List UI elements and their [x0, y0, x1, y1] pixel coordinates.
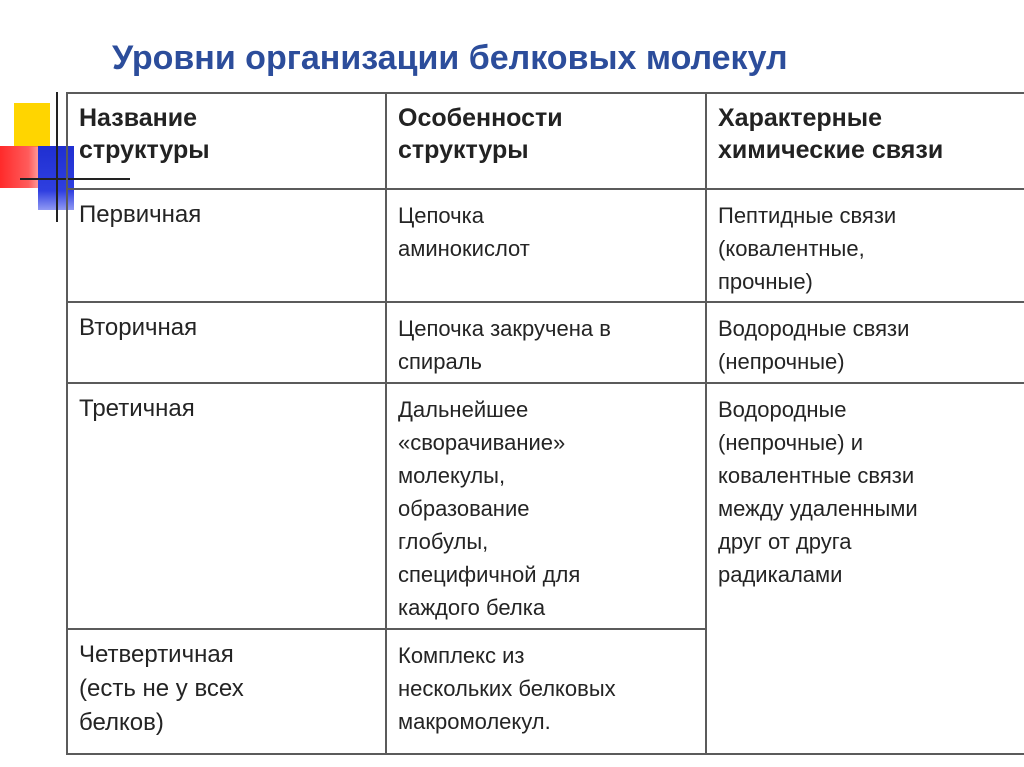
protein-structure-table [66, 92, 1024, 755]
header-structure-features-text: Особенности структуры [398, 104, 563, 164]
header-structure-name [67, 93, 386, 189]
table-row-secondary [67, 302, 1024, 383]
cell-name-tertiary [67, 383, 386, 629]
header-structure-features [386, 93, 706, 189]
decorative-vertical-line [56, 92, 58, 222]
cell-features-primary-text: Цепочка аминокислот [398, 203, 530, 261]
cell-bonds-secondary [706, 302, 1024, 383]
table-row-tertiary [67, 383, 1024, 629]
cell-features-secondary-text: Цепочка закручена в спираль [398, 316, 611, 374]
cell-features-tertiary-text: Дальнейшее «сворачивание» молекулы, образование глобулы, специфичной для каждого белка [398, 397, 581, 620]
cell-bonds-primary [706, 189, 1024, 302]
table-header [67, 93, 1024, 189]
cell-name-primary [67, 189, 386, 302]
protein-structure-table-wrapper [66, 92, 961, 753]
cell-features-tertiary [386, 383, 706, 629]
cell-bonds-primary-text: Пептидные связи (ковалентные, прочные) [718, 203, 897, 294]
cell-name-quaternary [67, 629, 386, 754]
cell-features-primary [386, 189, 706, 302]
cell-name-tertiary-text: Третичная [79, 395, 195, 422]
slide-title: Уровни организации белковых молекул [112, 39, 788, 77]
cell-name-primary-text: Первичная [79, 201, 202, 228]
table-header-row [67, 93, 1024, 189]
header-chemical-bonds [706, 93, 1024, 189]
cell-bonds-secondary-text: Водородные связи (непрочные) [718, 316, 910, 374]
header-structure-name-text: Название структуры [79, 104, 210, 164]
cell-features-secondary [386, 302, 706, 383]
cell-bonds-tertiary-quaternary-text: Водородные (непрочные) и ковалентные связи между удаленными друг от друга радикалами [718, 397, 918, 587]
table-body [67, 189, 1024, 754]
cell-features-quaternary [386, 629, 706, 754]
header-chemical-bonds-text: Характерные химические связи [718, 104, 944, 164]
table-row-primary [67, 189, 1024, 302]
decorative-yellow-square [14, 103, 50, 147]
cell-features-quaternary-text: Комплекс из нескольких белковых макромолекул. [398, 643, 616, 734]
cell-name-secondary [67, 302, 386, 383]
cell-name-secondary-text: Вторичная [79, 314, 198, 341]
cell-bonds-tertiary-quaternary [706, 383, 1024, 754]
cell-name-quaternary-text: Четвертичная (есть не у всех белков) [79, 641, 244, 736]
